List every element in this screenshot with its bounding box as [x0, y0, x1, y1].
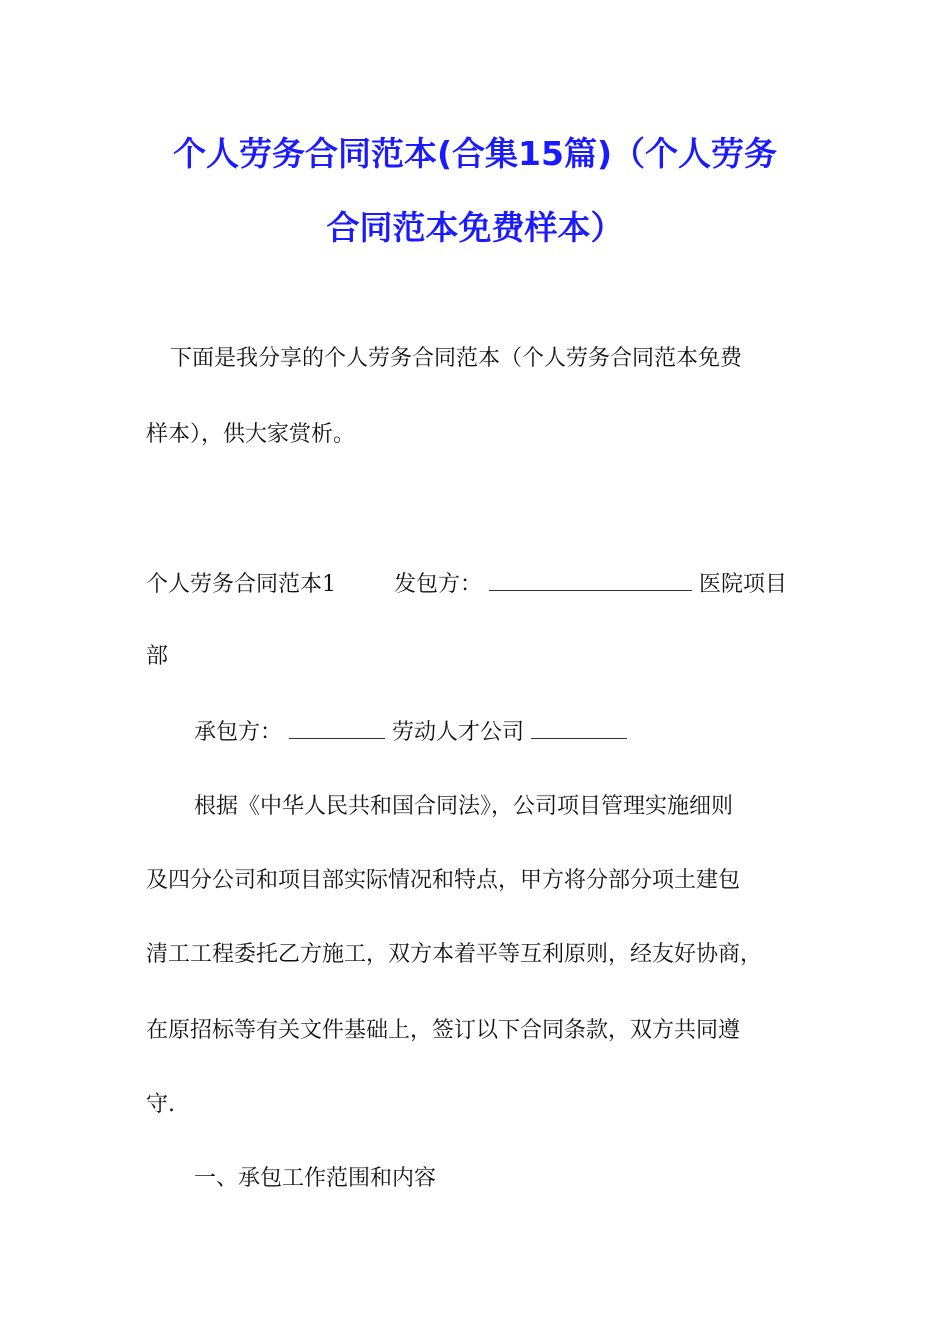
contract-heading-row	[146, 568, 787, 600]
clause-1-heading: 一、承包工作范围和内容	[194, 1166, 437, 1191]
document-title-line-2: 合同范本免费样本）	[326, 208, 624, 247]
body-paragraph-line-5: 守.	[146, 1092, 175, 1117]
employer-wrap-line: 部	[146, 644, 169, 669]
contract-section-label: 个人劳务合同范本1	[146, 572, 336, 597]
employer-label: 发包方：	[394, 572, 483, 597]
employer-suffix: 医院项目	[699, 572, 788, 597]
intro-paragraph-line-2: 样本），供大家赏析。	[146, 422, 356, 447]
employer-blank-line	[489, 568, 692, 591]
contractor-row	[194, 716, 627, 748]
body-paragraph-line-1: 根据《中华人民共和国合同法》，公司项目管理实施细则	[194, 794, 734, 819]
body-paragraph-line-4: 在原招标等有关文件基础上，签订以下合同条款，双方共同遵	[146, 1018, 741, 1043]
body-paragraph-line-3: 清工工程委托乙方施工，双方本着平等互利原则，经友好协商，	[146, 942, 763, 967]
intro-paragraph-line-1: 下面是我分享的个人劳务合同范本（个人劳务合同范本免费	[170, 346, 743, 371]
contractor-name: 劳动人才公司	[392, 720, 525, 745]
contractor-blank-before	[289, 716, 385, 739]
contractor-blank-after	[531, 716, 627, 739]
contractor-label: 承包方：	[194, 720, 283, 745]
body-paragraph-line-2: 及四分公司和项目部实际情况和特点，甲方将分部分项土建包	[146, 868, 741, 893]
document-title-line-1: 个人劳务合同范本(合集15篇)（个人劳务	[172, 134, 778, 173]
